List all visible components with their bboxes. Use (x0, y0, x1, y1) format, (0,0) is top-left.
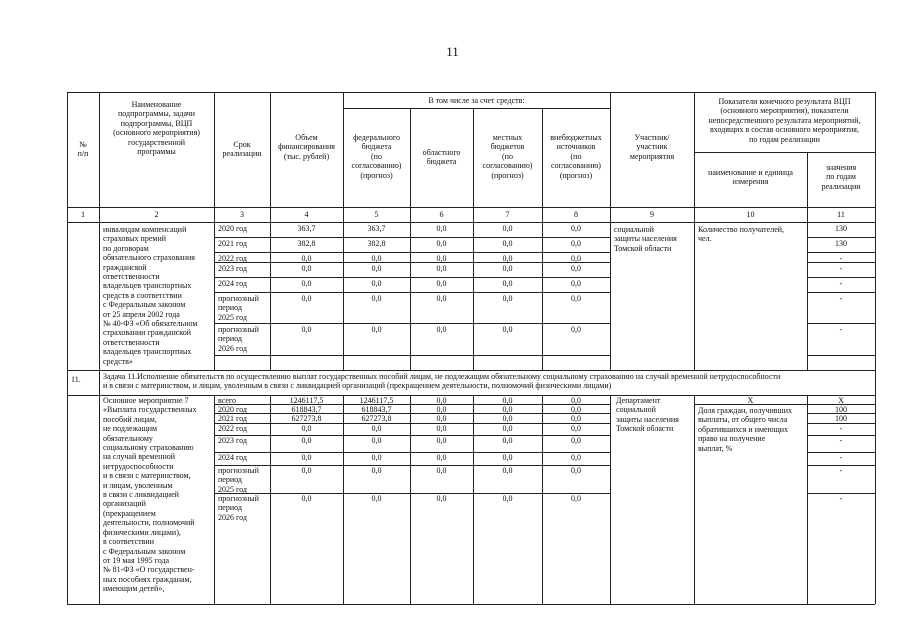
period-cell: 2020 год (218, 224, 247, 233)
header-indicator-subline (694, 152, 875, 153)
regional-cell: 0,0 (436, 224, 447, 233)
local-cell: 0,0 (502, 405, 513, 414)
extra-cell: 0,0 (571, 424, 581, 433)
value-cell: 130 (835, 224, 847, 233)
period-cell: 2021 год (218, 239, 247, 248)
volume-cell: 0,0 (301, 279, 312, 288)
value-cell: - (839, 294, 843, 303)
table-border-top (67, 92, 875, 93)
federal-cell: 0,0 (371, 436, 382, 445)
row-line (807, 252, 875, 253)
period-cell: 2023 год (218, 264, 247, 273)
row-line (214, 277, 610, 278)
federal-cell: 0,0 (371, 279, 382, 288)
participant-name: Департамент социальной защиты населения Томской области (616, 396, 679, 434)
regional-cell: 0,0 (436, 239, 447, 248)
task-col-line (99, 370, 100, 395)
local-cell: 0,0 (502, 396, 513, 405)
volume-cell: 0,0 (301, 494, 312, 503)
header-values: значения по годам реализации (821, 163, 861, 191)
value-cell: 100 (835, 414, 847, 423)
volume-cell: 0,0 (301, 325, 312, 334)
extra-cell: 0,0 (571, 396, 581, 405)
row-line (807, 355, 875, 356)
extra-cell: 0,0 (571, 453, 581, 462)
federal-cell: 363,7 (367, 224, 386, 233)
column-number: 4 (304, 210, 309, 219)
extra-cell: 0,0 (571, 325, 581, 334)
col-line (610, 222, 611, 370)
header-name: Наименование подпрограммы, задачи подпрограммы, ВЦП (основного мероприятия) государственной программы (113, 100, 200, 157)
value-cell: 130 (835, 239, 847, 248)
local-cell: 0,0 (502, 279, 513, 288)
header-bottom (67, 207, 875, 208)
header-col-line (343, 92, 344, 222)
regional-cell: 0,0 (436, 325, 447, 334)
header-col-line (610, 92, 611, 108)
extra-cell: 0,0 (571, 264, 581, 273)
header-regional: областного бюджета (422, 148, 461, 167)
local-cell: 0,0 (502, 325, 513, 334)
main-activity-name: Основное мероприятие 7 «Выплата государственных пособий лицам, не подлежащим обязательному социальному страхованию на случай временной нетрудоспособности и в связи с материнством, и лицам, уволенным в связи с ликвидацией организаций (прекращением деятельности, полномочий физическими лицами), в соответствии с Федеральным законом от 19 мая 1995 года № 81-ФЗ «О государствен- ных пособиях гражданам, имеющим детей», (103, 396, 197, 594)
period-cell: 2021 год (218, 414, 247, 423)
col-line (694, 395, 695, 604)
local-cell: 0,0 (502, 494, 513, 503)
column-number: 11 (837, 210, 845, 219)
value-cell: - (839, 264, 843, 273)
federal-cell: 0,0 (371, 453, 382, 462)
value-cell: - (839, 436, 843, 445)
volume-cell: 618843,7 (291, 405, 322, 414)
regional-cell: 0,0 (436, 405, 447, 414)
header-col-line (807, 152, 808, 222)
header-including: В том числе за счет средств: (428, 96, 525, 105)
volume-cell: 363,7 (297, 224, 316, 233)
regional-cell: 0,0 (436, 453, 447, 462)
colnums-bottom (67, 222, 875, 223)
column-number: 2 (154, 210, 159, 219)
header-col-line (410, 108, 411, 222)
period-cell: 2020 год (218, 405, 247, 414)
local-cell: 0,0 (502, 424, 513, 433)
period-cell: 2022 год (218, 424, 247, 433)
value-cell: - (839, 325, 843, 334)
column-number: 6 (439, 210, 444, 219)
federal-cell: 0,0 (371, 424, 382, 433)
regional-cell: 0,0 (436, 279, 447, 288)
col-line (694, 222, 695, 370)
header-period: Срок реализации (222, 140, 262, 159)
period-cell: 2024 год (218, 453, 247, 462)
regional-cell: 0,0 (436, 294, 447, 303)
federal-cell: 0,0 (371, 325, 382, 334)
header-extra: внебюджетных источников (по согласованию) (прогноз) (550, 133, 602, 180)
col-line (99, 395, 100, 604)
header-col-line (610, 108, 611, 222)
value-cell: - (839, 254, 843, 263)
col-line (610, 395, 611, 604)
volume-cell: 0,0 (301, 453, 312, 462)
header-subline (343, 108, 610, 109)
header-col-line (214, 92, 215, 222)
local-cell: 0,0 (502, 264, 513, 273)
local-cell: 0,0 (502, 294, 513, 303)
header-num: № п/п (77, 140, 89, 159)
volume-cell: 0,0 (301, 436, 312, 445)
column-number: 9 (650, 210, 654, 219)
row-line (214, 292, 610, 293)
federal-cell: 0,0 (371, 254, 382, 263)
column-number: 3 (240, 210, 244, 219)
period-cell: прогнозный период 2026 год (218, 325, 259, 353)
row-line (807, 237, 875, 238)
period-cell: прогнозный период 2025 год (218, 466, 259, 494)
period-cell: прогнозный период 2025 год (218, 294, 259, 322)
period-cell: 2023 год (218, 436, 247, 445)
column-number: 1 (81, 210, 85, 219)
volume-cell: 627273,8 (291, 414, 322, 423)
table-border-right (875, 92, 876, 604)
extra-cell: 0,0 (571, 405, 581, 414)
header-unit: наименование и единица измерения (708, 168, 793, 187)
federal-cell: 382,8 (367, 239, 386, 248)
header-indicators: Показатели конечного результата ВЦП (основного мероприятия), показатели непосредственного результата мероприятий, входящих в состав основного мероприятия, по годам реализации (708, 97, 861, 144)
local-cell: 0,0 (502, 254, 513, 263)
volume-cell: 0,0 (301, 294, 312, 303)
local-cell: 0,0 (502, 466, 513, 475)
header-col-line (542, 108, 543, 222)
volume-cell: 1246117,5 (289, 396, 324, 405)
regional-cell: 0,0 (436, 466, 447, 475)
row-line (807, 277, 875, 278)
federal-cell: 0,0 (371, 466, 382, 475)
row-line (214, 237, 610, 238)
local-cell: 0,0 (502, 414, 513, 423)
regional-cell: 0,0 (436, 396, 447, 405)
header-participant: Участник/ участник мероприятия (629, 133, 675, 161)
header-local: местных бюджетов (по согласованию) (прогноз) (482, 133, 533, 180)
row-line (807, 292, 875, 293)
subprogram-name: инвалидам компенсаций страховых премий по договорам обязательного страхования гражданской ответственности владельцев транспортных средств в соответствии с Федеральным законом от 25 апреля 2002 года № 40-ФЗ «Об обязательном страховании гражданской ответственности владельцев транспортных средств» (103, 225, 198, 366)
value-cell: - (839, 494, 843, 503)
value-cell: Х (838, 396, 844, 405)
column-number: 5 (374, 210, 379, 219)
volume-cell: 382,8 (297, 239, 316, 248)
indicator-name: Доля граждан, получивших выплаты, от общего числа обратившихся и имеющих право на получение выплат, % (698, 406, 792, 453)
col-line (99, 222, 100, 370)
extra-cell: 0,0 (571, 239, 581, 248)
column-number: 10 (746, 210, 755, 219)
federal-cell: 1246117,5 (359, 396, 394, 405)
volume-cell: 0,0 (301, 254, 312, 263)
regional-cell: 0,0 (436, 494, 447, 503)
value-cell: - (839, 466, 843, 475)
indicator-x-cell: Х (747, 396, 754, 405)
volume-cell: 0,0 (301, 424, 312, 433)
extra-cell: 0,0 (571, 436, 581, 445)
regional-cell: 0,0 (436, 436, 447, 445)
participant-name: социальной защиты населения Томской области (614, 225, 677, 253)
local-cell: 0,0 (502, 239, 513, 248)
period-cell: 2022 год (218, 254, 247, 263)
period-cell: всего (218, 396, 237, 405)
federal-cell: 618843,7 (361, 405, 392, 414)
extra-cell: 0,0 (571, 254, 581, 263)
header-federal: федерального бюджета (по согласованию) (прогноз) (351, 133, 402, 180)
regional-cell: 0,0 (436, 414, 447, 423)
federal-cell: 627273,8 (361, 414, 392, 423)
value-cell: - (839, 279, 843, 288)
period-cell: прогнозный период 2026 год (218, 494, 259, 522)
regional-cell: 0,0 (436, 254, 447, 263)
table-border-bottom (67, 604, 875, 605)
page-number: 11 (446, 44, 459, 59)
header-volume: Объем финансирования (тыс. рублей) (278, 133, 335, 161)
regional-cell: 0,0 (436, 424, 447, 433)
row-line (214, 252, 610, 253)
extra-cell: 0,0 (571, 414, 581, 423)
extra-cell: 0,0 (571, 494, 581, 503)
value-cell: - (839, 453, 843, 462)
period-cell: 2024 год (218, 279, 247, 288)
table-border-left (67, 92, 68, 604)
volume-cell: 0,0 (301, 264, 312, 273)
federal-cell: 0,0 (371, 494, 382, 503)
federal-cell: 0,0 (371, 264, 382, 273)
header-col-line (270, 92, 271, 222)
row-line (214, 323, 610, 324)
column-number: 8 (574, 210, 578, 219)
col-line (214, 222, 215, 370)
federal-cell: 0,0 (371, 294, 382, 303)
header-col-line (99, 92, 100, 222)
col-line (214, 395, 215, 604)
header-col-line (473, 108, 474, 222)
header-col-line (694, 92, 695, 222)
extra-cell: 0,0 (571, 294, 581, 303)
value-cell: - (839, 424, 843, 433)
row-line (807, 323, 875, 324)
local-cell: 0,0 (502, 224, 513, 233)
indicator-name: Количество получателей, чел. (698, 225, 785, 244)
local-cell: 0,0 (502, 453, 513, 462)
column-number: 7 (505, 210, 510, 219)
regional-cell: 0,0 (436, 264, 447, 273)
volume-cell: 0,0 (301, 466, 312, 475)
extra-cell: 0,0 (571, 466, 581, 475)
task-text: Задача 11.Исполнение обязательств по осуществлению выплат государственных пособий лицам, не подлежащим обязательному социальному страхованию на случай временной нетрудоспособности и в связи с материнством, и лицам, уволенным в связи с ликвидацией организаций (прекращением деятельности, полномочий физическими лицами) (103, 372, 781, 391)
task-top-line (67, 370, 875, 371)
task-number: 11. (71, 375, 81, 384)
extra-cell: 0,0 (571, 224, 581, 233)
value-cell: 100 (835, 405, 847, 414)
row-line (214, 355, 610, 356)
program-table (67, 92, 875, 604)
local-cell: 0,0 (502, 436, 513, 445)
extra-cell: 0,0 (571, 279, 581, 288)
